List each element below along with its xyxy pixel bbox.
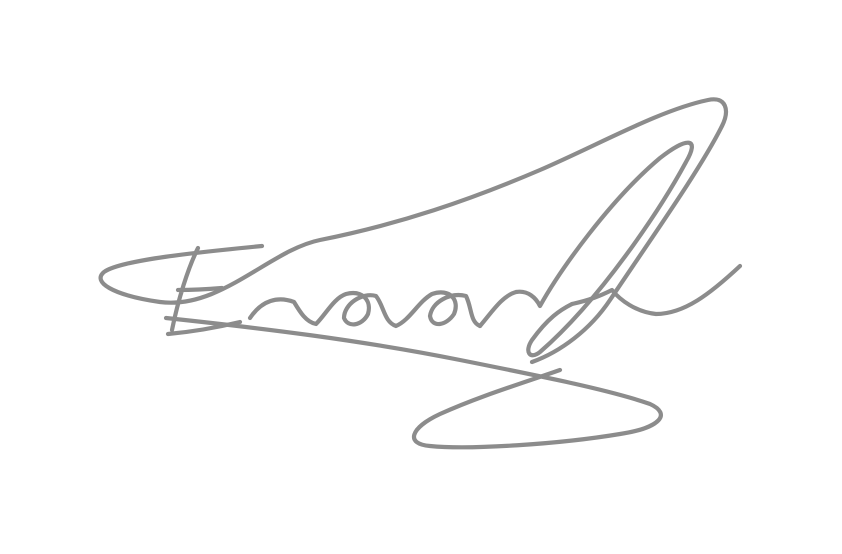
signature-letter-l-loop	[480, 143, 692, 356]
signature-underline-stroke	[166, 318, 661, 447]
signature-letters-raa	[250, 292, 480, 326]
